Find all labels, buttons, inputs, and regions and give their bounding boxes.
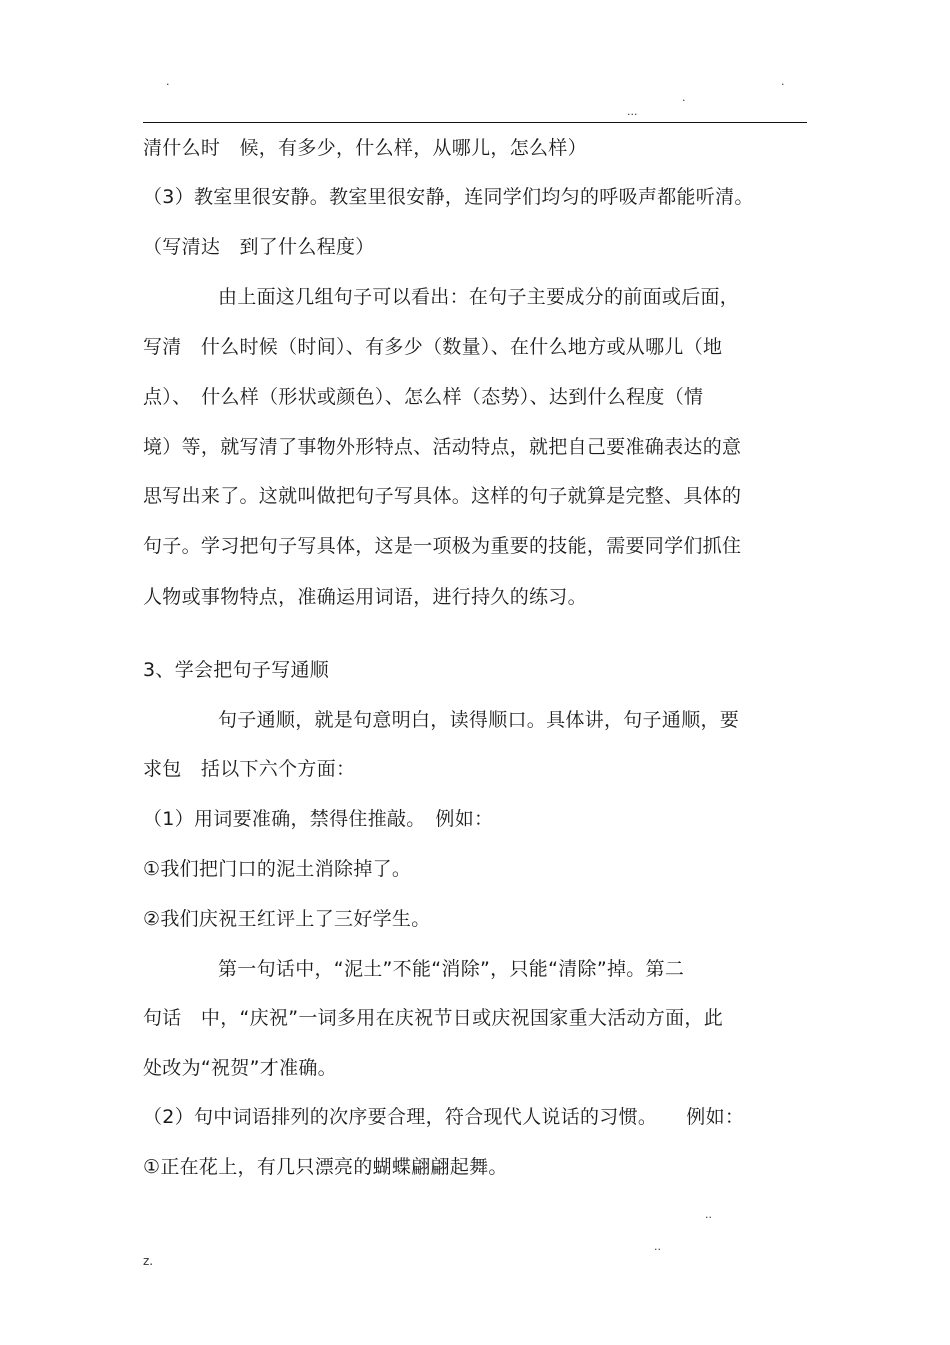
text-line: 点）、 什么样（形状或颜色）、怎么样（态势）、达到什么程度（情: [143, 386, 704, 408]
text-line: 由上面这几组句子可以看出：在句子主要成分的前面或后面，: [218, 286, 740, 308]
header-dot-left: .: [166, 75, 170, 88]
footer-dots-a: ..: [705, 1208, 712, 1221]
text-line: 人物或事物特点，准确运用词语，进行持久的练习。: [143, 586, 587, 608]
section-heading: 3、学会把句子写通顺: [143, 659, 330, 681]
text-line: 写清 什么时候（时间）、有多少（数量）、在什么地方或从哪儿（地: [143, 336, 723, 358]
text-line: ①正在花上，有几只漂亮的蝴蝶翩翩起舞。: [143, 1156, 508, 1178]
text-line: ①我们把门口的泥土消除掉了。: [143, 858, 412, 880]
text-line: 句子通顺，就是句意明白，读得顺口。具体讲，句子通顺，要: [218, 709, 740, 731]
text-line: 处改为“祝贺”才准确。: [143, 1057, 337, 1079]
text-line: （2）句中词语排列的次序要合理，符合现代人说话的习惯。 例如：: [143, 1106, 745, 1128]
footer-dots-b: ..: [654, 1240, 661, 1253]
text-line: 清什么时 候，有多少，什么样，从哪儿，怎么样）: [143, 137, 587, 159]
text-line: ②我们庆祝王红评上了三好学生。: [143, 908, 431, 930]
header-dot-right: .: [781, 75, 785, 88]
text-line: （1）用词要准确，禁得住推敲。 例如：: [143, 808, 494, 830]
text-line: 第一句话中，“泥土”不能“消除”，只能“清除”掉。第二: [218, 958, 685, 980]
text-line: （写清达 到了什么程度）: [143, 236, 375, 258]
header-rule: [143, 122, 807, 123]
header-dot-mid: .: [682, 91, 686, 104]
text-line: 思写出来了。这就叫做把句子写具体。这样的句子就算是完整、具体的: [143, 485, 742, 507]
text-line: 求包 括以下六个方面：: [143, 758, 356, 780]
text-line: 境）等，就写清了事物外形特点、活动特点，就把自己要准确表达的意: [143, 436, 742, 458]
header-ellipsis: ...: [627, 105, 638, 118]
text-line: 句子。学习把句子写具体，这是一项极为重要的技能，需要同学们抓住: [143, 535, 742, 557]
footer-mark-z: z.: [143, 1254, 154, 1268]
text-line: 句话 中，“庆祝”一词多用在庆祝节日或庆祝国家重大活动方面，此: [143, 1007, 723, 1029]
text-line: （3）教室里很安静。教室里很安静，连同学们均匀的呼吸声都能听清。: [143, 186, 754, 208]
